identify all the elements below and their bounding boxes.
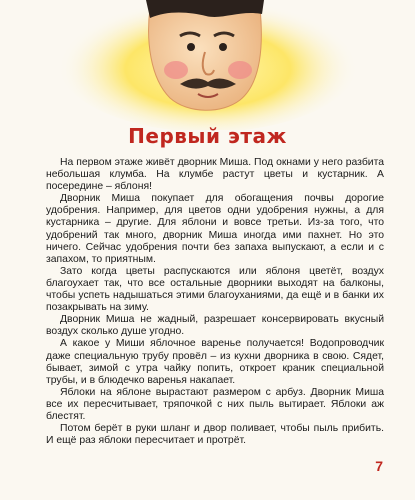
paragraph: Дворник Миша не жадный, разрешает консервировать вкусный воздух сколько душе угодно. [46, 314, 384, 338]
paragraph: Зато когда цветы распускаются или яблоня цветёт, воздух благоухает так, что все остальные дворники выходят на балконы, чтобы успеть надышаться этими благоуханиями, да ещё и в банки их позакрывать на зиму. [46, 265, 384, 314]
chapter-title: Первый этаж [128, 124, 287, 148]
right-eye [219, 43, 227, 51]
body-text [46, 157, 384, 447]
paragraph: На первом этаже живёт дворник Миша. Под окнами у него разбита небольшая клумба. На клумбе растут цветы и кустарник. А посередине – яблоня! [46, 157, 384, 193]
paragraph: Потом берёт в руки шланг и двор поливает, чтобы пыль прибить. И ещё раз яблоки пересчитает и протрёт. [46, 423, 384, 447]
paragraph: А какое у Миши яблочное варенье получается! Водопроводчик даже специальную трубу провёл – из кухни дворника в свою. Сядет, бывает, зимой с утра чайку попить, откроет краник специальной трубы, и в блюдечко варенья накапает. [46, 338, 384, 386]
paragraph: Яблоки на яблоне вырастают размером с арбуз. Дворник Миша все их пересчитывает, тряпочкой с них пыль вытирает. Яблоки аж блестят. [46, 386, 384, 422]
face-illustration [0, 0, 415, 130]
paragraph: Дворник Миша покупает для обогащения почвы дорогие удобрения. Например, для цветов одни удобрения нужны, а для кустарника – другие. Для яблони и вовсе третьи. Из-за того, что удобрений так много, дворник Миша иногда ими пахнет. Но это ничего. Сейчас удобрения почти без запаха выпускают, а если и с запахом, то приятным. [46, 193, 384, 265]
left-eye [187, 43, 195, 51]
left-cheek [164, 61, 188, 79]
right-cheek [228, 61, 252, 79]
page-number: 7 [375, 458, 383, 474]
